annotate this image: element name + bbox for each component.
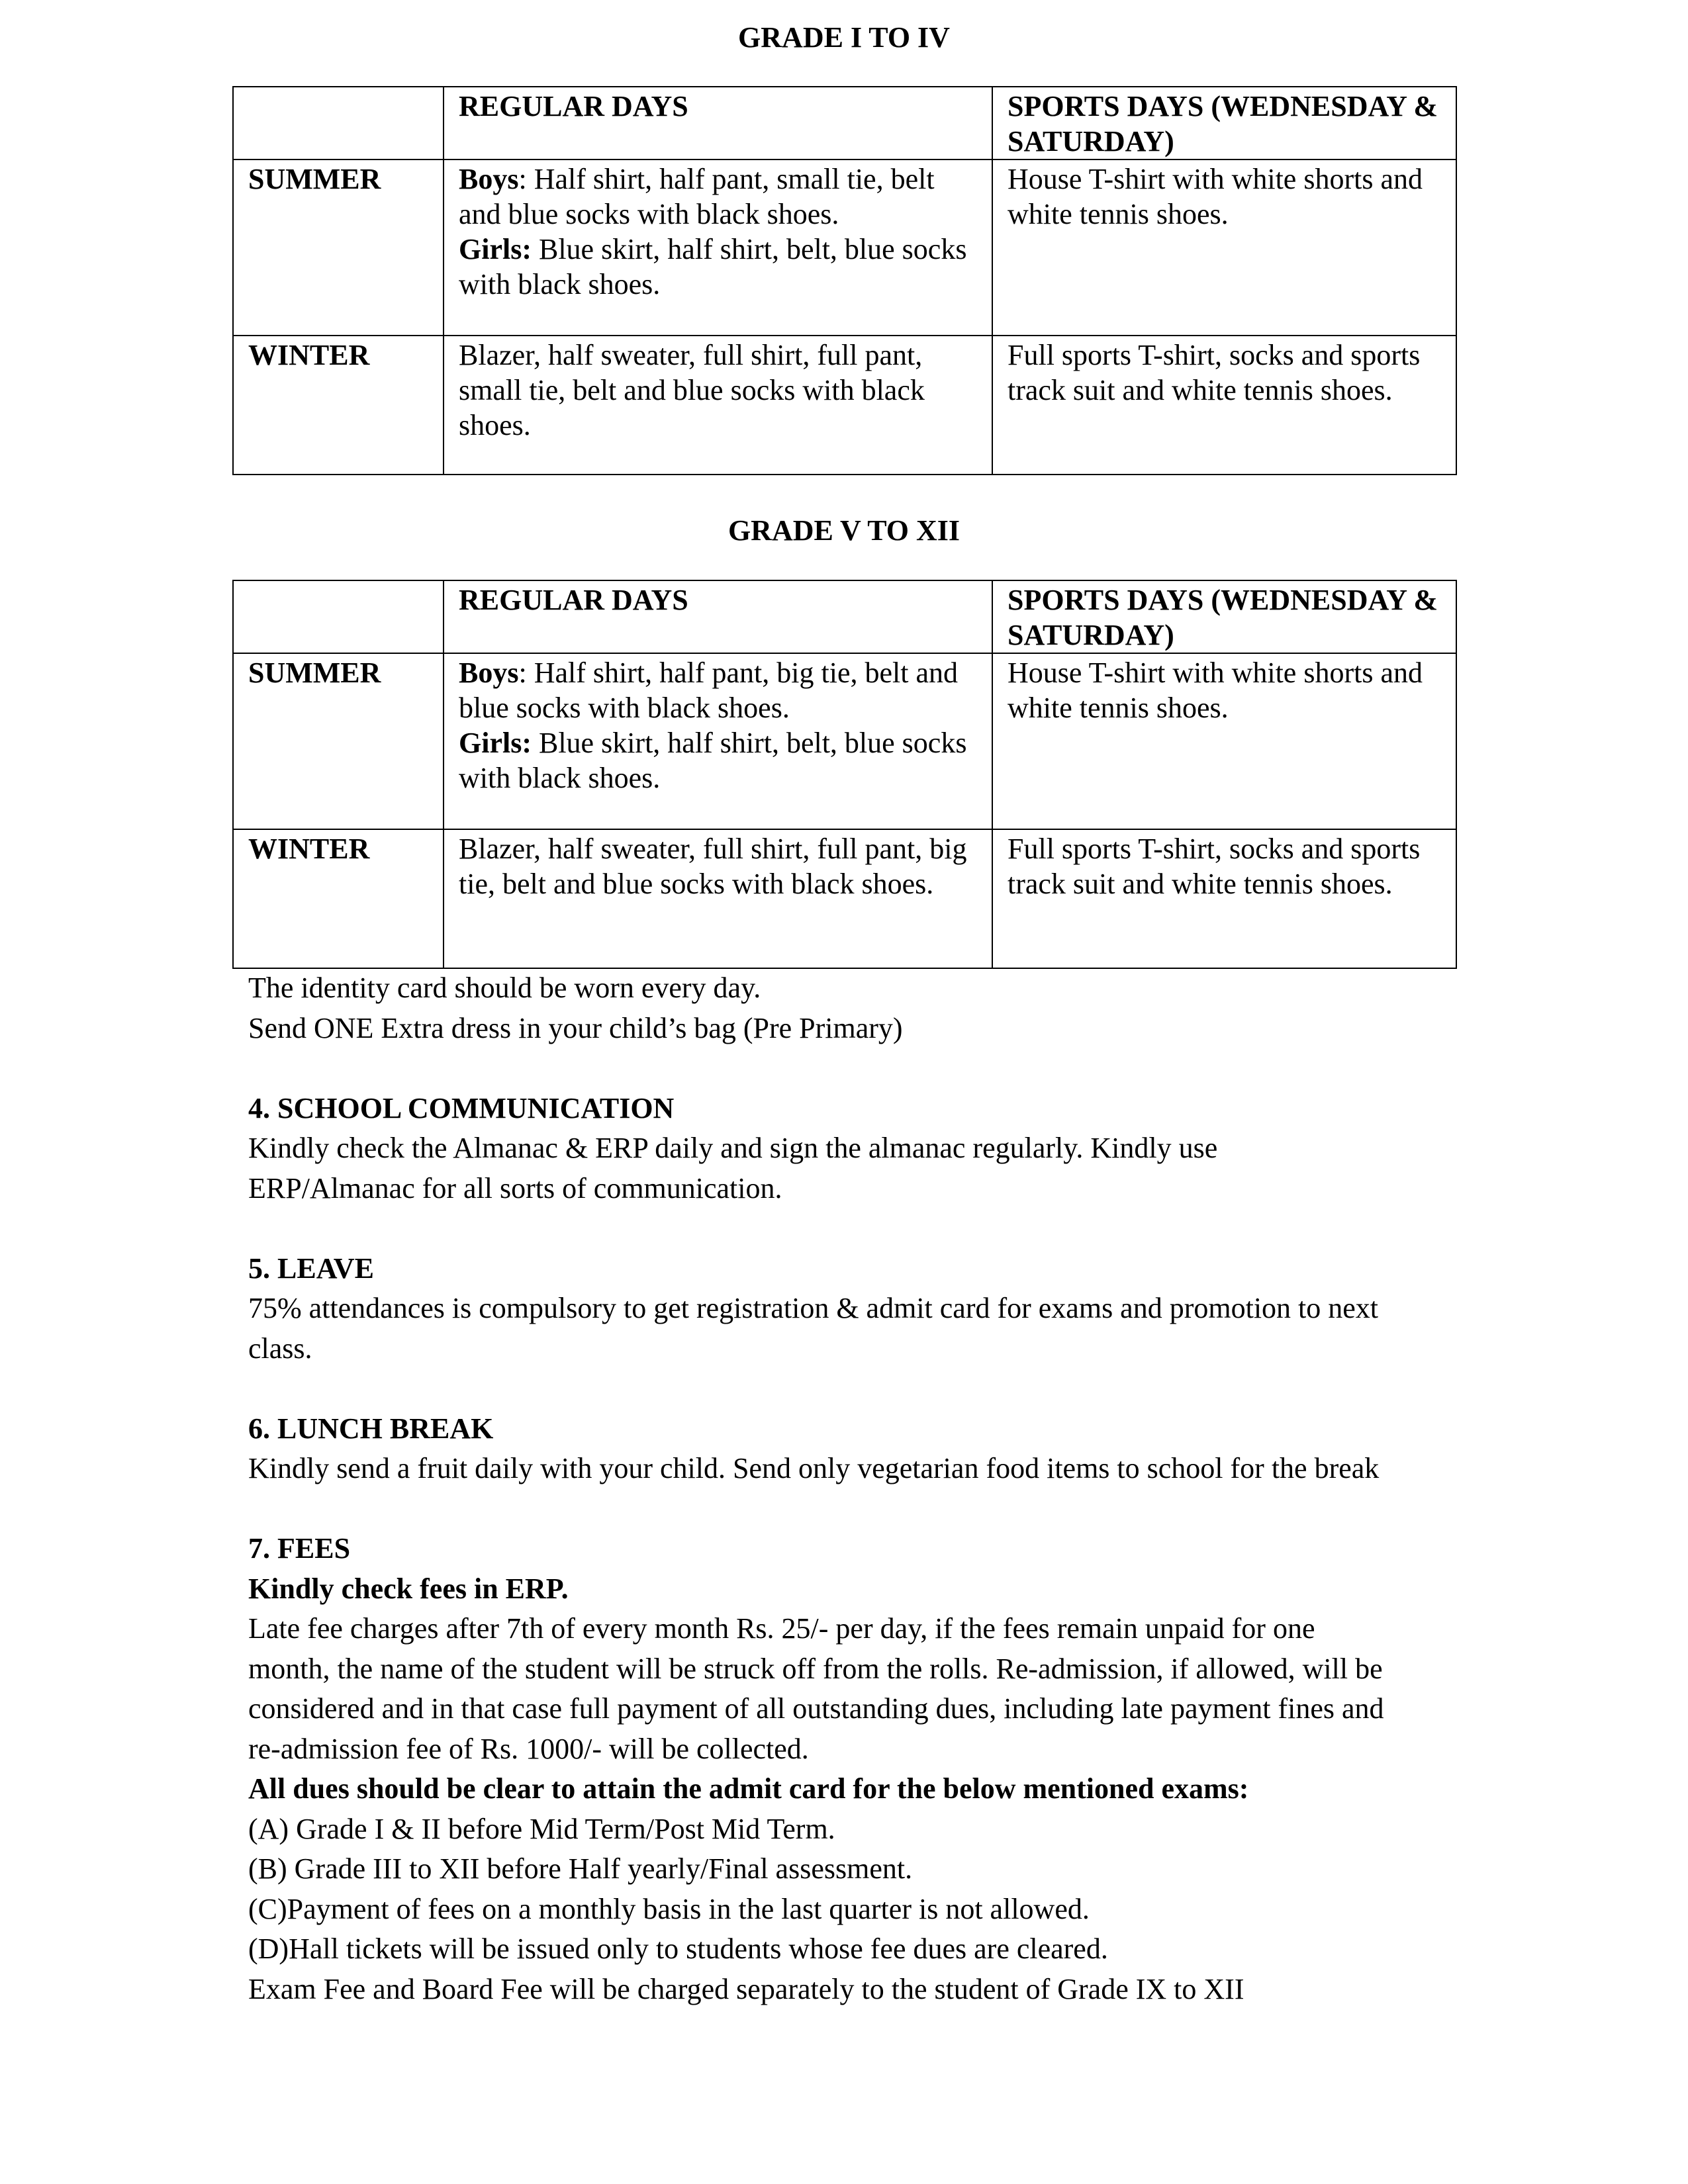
season-winter: WINTER bbox=[233, 829, 444, 968]
note-extra-dress: Send ONE Extra dress in your child’s bag (Pre Primary) bbox=[248, 1011, 903, 1044]
boys-label: Boys bbox=[459, 163, 519, 195]
summer-regular-cell bbox=[444, 159, 992, 336]
header-sports-days: SPORTS DAYS (WEDNESDAY & SATURDAY) bbox=[992, 87, 1456, 159]
document-body bbox=[248, 968, 1453, 2009]
fees-line: considered and in that case full payment of all outstanding dues, including late payment fines and bbox=[248, 1692, 1384, 1725]
header-cell-empty bbox=[233, 580, 444, 653]
girls-uniform: Blue skirt, half shirt, belt, blue socks with black shoes. bbox=[459, 727, 967, 794]
winter-sports-cell: Full sports T-shirt, socks and sports track suit and white tennis shoes. bbox=[992, 829, 1456, 968]
lunch-line: Kindly send a fruit daily with your child. Send only vegetarian food items to school for the break bbox=[248, 1452, 1380, 1484]
grade-v-xii-title: GRADE V TO XII bbox=[727, 514, 961, 547]
season-summer: SUMMER bbox=[233, 653, 444, 829]
communication-line: ERP/Almanac for all sorts of communication. bbox=[248, 1171, 782, 1205]
header-regular-days: REGULAR DAYS bbox=[444, 580, 992, 653]
leave-line: class. bbox=[248, 1332, 312, 1365]
section-title-leave: 5. LEAVE bbox=[248, 1251, 374, 1285]
fees-item: (C)Payment of fees on a monthly basis in the last quarter is not allowed. bbox=[248, 1892, 1090, 1925]
fees-line: re-admission fee of Rs. 1000/- will be collected. bbox=[248, 1732, 809, 1765]
summer-row bbox=[233, 159, 1456, 336]
summer-sports-cell: House T-shirt with white shorts and white tennis shoes. bbox=[992, 653, 1456, 829]
fees-item: (A) Grade I & II before Mid Term/Post Mid Term. bbox=[248, 1812, 835, 1845]
leave-line: 75% attendances is compulsory to get registration & admit card for exams and promotion to next bbox=[248, 1292, 1379, 1324]
note-identity-card: The identity card should be worn every day. bbox=[248, 972, 761, 1004]
boys-label: Boys bbox=[459, 657, 519, 689]
winter-row bbox=[233, 336, 1456, 475]
fees-line: month, the name of the student will be struck off from the rolls. Re-admission, if allowed, will be bbox=[248, 1652, 1383, 1685]
season-winter: WINTER bbox=[233, 336, 444, 475]
spacer bbox=[248, 1489, 1453, 1529]
fees-subtitle: Kindly check fees in ERP. bbox=[248, 1572, 569, 1605]
section-title-fees: 7. FEES bbox=[248, 1532, 351, 1565]
grade-i-iv-title: GRADE I TO IV bbox=[738, 21, 950, 54]
header-cell-empty bbox=[233, 87, 444, 159]
winter-row bbox=[233, 829, 1456, 968]
table-header-row bbox=[233, 87, 1456, 159]
boys-uniform: : Half shirt, half pant, small tie, belt and blue socks with black shoes. bbox=[459, 163, 935, 230]
section-title-communication: 4. SCHOOL COMMUNICATION bbox=[248, 1091, 675, 1124]
fees-dues-heading: All dues should be clear to attain the admit card for the below mentioned exams: bbox=[248, 1772, 1249, 1805]
summer-sports-cell: House T-shirt with white shorts and white tennis shoes. bbox=[992, 159, 1456, 336]
spacer bbox=[248, 1369, 1453, 1409]
fees-item: (B) Grade III to XII before Half yearly/Final assessment. bbox=[248, 1852, 913, 1885]
uniform-table-grade-v-xii bbox=[232, 580, 1457, 969]
uniform-table-grade-i-iv bbox=[232, 86, 1457, 475]
summer-regular-cell bbox=[444, 653, 992, 829]
summer-row bbox=[233, 653, 1456, 829]
spacer bbox=[248, 1208, 1453, 1249]
fees-item: Exam Fee and Board Fee will be charged separately to the student of Grade IX to XII bbox=[248, 1972, 1244, 2005]
girls-uniform: Blue skirt, half shirt, belt, blue socks with black shoes. bbox=[459, 233, 967, 300]
fees-item: (D)Hall tickets will be issued only to students whose fee dues are cleared. bbox=[248, 1933, 1108, 1965]
winter-regular-cell: Blazer, half sweater, full shirt, full pant, small tie, belt and blue socks with black shoes. bbox=[444, 336, 992, 475]
header-sports-days: SPORTS DAYS (WEDNESDAY & SATURDAY) bbox=[992, 580, 1456, 653]
fees-line: Late fee charges after 7th of every month Rs. 25/- per day, if the fees remain unpaid for one bbox=[248, 1612, 1315, 1645]
section-title-lunch: 6. LUNCH BREAK bbox=[248, 1412, 494, 1445]
communication-line: Kindly check the Almanac & ERP daily and sign the almanac regularly. Kindly use bbox=[248, 1132, 1218, 1164]
spacer bbox=[248, 1048, 1453, 1089]
girls-label: Girls: bbox=[459, 727, 532, 759]
winter-regular-cell: Blazer, half sweater, full shirt, full pant, big tie, belt and blue socks with black shoes. bbox=[444, 829, 992, 968]
girls-label: Girls: bbox=[459, 233, 532, 265]
table-header-row bbox=[233, 580, 1456, 653]
header-regular-days: REGULAR DAYS bbox=[444, 87, 992, 159]
winter-sports-cell: Full sports T-shirt, socks and sports track suit and white tennis shoes. bbox=[992, 336, 1456, 475]
boys-uniform: : Half shirt, half pant, big tie, belt and blue socks with black shoes. bbox=[459, 657, 958, 724]
season-summer: SUMMER bbox=[233, 159, 444, 336]
